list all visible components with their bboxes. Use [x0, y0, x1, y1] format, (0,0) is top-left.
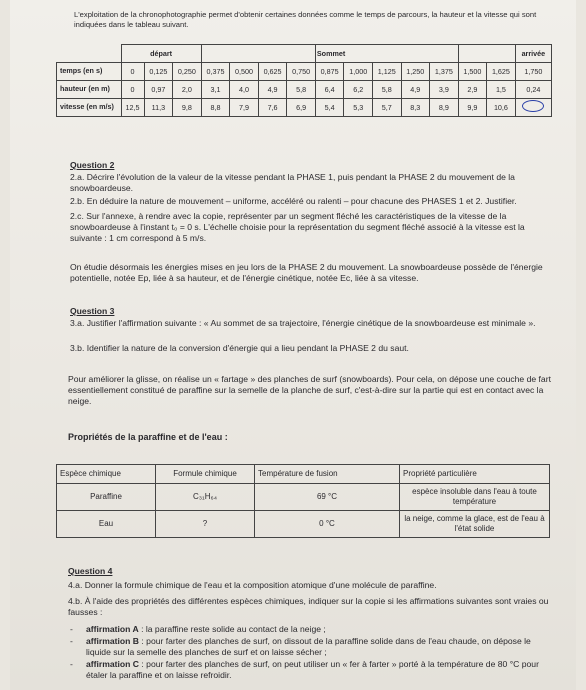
table-cell: 3,9: [430, 80, 459, 98]
table-cell: 8,9: [430, 98, 459, 116]
table-cell: ?: [156, 511, 255, 538]
question-2a: 2.a. Décrire l'évolution de la valeur de la vitesse pendant la PHASE 1, puis pendant la PHASE 2 du mouvement de la snowboardeuse.: [70, 172, 515, 193]
table-cell: 0,750: [287, 62, 316, 80]
hand-drawn-oval: [522, 100, 544, 112]
table-row: [57, 465, 550, 484]
motion-data-table: [56, 44, 552, 117]
table-cell: 8,8: [201, 98, 230, 116]
document-page: [10, 0, 576, 690]
table-cell: 6,2: [344, 80, 373, 98]
list-item: - affirmation C : pour farter des planches de surf, on peut utiliser un « fer à farter » porté à la température de 80 °C pour étaler la paraffine et on laisse refroidir.: [76, 659, 552, 681]
table-cell: 4,9: [401, 80, 430, 98]
question-4a: 4.a. Donner la formule chimique de l'eau et la composition atomique d'une molécule de paraffine.: [68, 580, 437, 590]
question-3-title: Question 3: [70, 306, 115, 316]
table-cell: 5,4: [315, 98, 344, 116]
table-row: [57, 98, 552, 116]
table-cell: Paraffine: [57, 484, 156, 511]
table-cell: 0,625: [258, 62, 287, 80]
properties-title: Propriétés de la paraffine et de l'eau :: [68, 432, 228, 442]
table-cell: 5,7: [372, 98, 401, 116]
table-cell: 0,500: [230, 62, 259, 80]
question-4-title: Question 4: [68, 566, 113, 576]
table-cell: 5,8: [372, 80, 401, 98]
table-cell: 11,3: [144, 98, 173, 116]
table-cell: 0,97: [144, 80, 173, 98]
question-3b: 3.b. Identifier la nature de la conversion d'énergie qui a lieu pendant la PHASE 2 du saut.: [70, 343, 409, 353]
energy-paragraph: On étudie désormais les énergies mises en jeu lors de la PHASE 2 du mouvement. La snowboardeuse possède de l'énergie potentielle, notée Ep, liée à sa hauteur, et de l'énergie cinétique, notée Ec, liée à sa vitesse.: [70, 262, 543, 283]
table-row: [57, 62, 552, 80]
affirmations-list: [76, 624, 552, 682]
question-4b: 4.b. À l'aide des propriétés des différentes espèces chimiques, indiquer sur la copie si les affirmations suivantes sont vraies ou fausses :: [68, 596, 549, 617]
table-cell: 10,6: [487, 98, 516, 116]
table-cell: 0,875: [315, 62, 344, 80]
table-cell: la neige, comme la glace, est de l'eau à l'état solide: [400, 511, 550, 538]
table-cell: 0: [121, 62, 144, 80]
table-row: [57, 45, 552, 63]
answer-oval-cell: [515, 98, 551, 116]
arrivee-label: arrivée: [515, 45, 551, 63]
question-2c: 2.c. Sur l'annexe, à rendre avec la copie, représenter par un segment fléché les caractéristiques de la vitesse de la snowboardeuse à l'instant t₀ = 0 s. L'échelle choisie pour la représentation du segment fléché associé à la vitesse est la suivante : 1 cm correspond à 5 m/s.: [70, 211, 525, 243]
table-cell: 9,9: [458, 98, 487, 116]
row-header-hauteur: hauteur (en m): [57, 80, 122, 98]
table-cell: 69 °C: [255, 484, 400, 511]
table-cell: 0,24: [515, 80, 551, 98]
table-cell: 4,9: [258, 80, 287, 98]
table-cell: 1,375: [430, 62, 459, 80]
depart-label: départ: [121, 45, 201, 63]
table-row: [57, 80, 552, 98]
question-2-title: Question 2: [70, 160, 115, 170]
table-cell: 8,3: [401, 98, 430, 116]
table-cell: 0,125: [144, 62, 173, 80]
table-cell: 9,8: [173, 98, 202, 116]
table-row: [57, 511, 550, 538]
table-cell: 1,125: [372, 62, 401, 80]
table-cell: 7,6: [258, 98, 287, 116]
table-cell: 1,500: [458, 62, 487, 80]
table-cell: 3,1: [201, 80, 230, 98]
table-cell: 0: [121, 80, 144, 98]
row-header-vitesse: vitesse (en m/s): [57, 98, 122, 116]
table-cell: 0 °C: [255, 511, 400, 538]
column-header: Espèce chimique: [57, 465, 156, 484]
table-cell: C₃₁H₆₄: [156, 484, 255, 511]
table-cell: 0,375: [201, 62, 230, 80]
table-cell: 6,4: [315, 80, 344, 98]
table-cell: 1,250: [401, 62, 430, 80]
table-cell: 1,625: [487, 62, 516, 80]
column-header: Température de fusion: [255, 465, 400, 484]
table-cell: 2,9: [458, 80, 487, 98]
question-2b: 2.b. En déduire la nature de mouvement – uniforme, accéléré ou ralenti – pour chacune des PHASES 1 et 2. Justifier.: [70, 196, 517, 206]
table-cell: Eau: [57, 511, 156, 538]
fartage-paragraph: Pour améliorer la glisse, on réalise un « fartage » des planches de surf (snowboards). Pour cela, on dépose une couche de fart essentiellement constitué de paraffine sur la semelle de la planche de surf, c'est-à-dire sur la partie qui est en contact avec la neige.: [68, 374, 551, 406]
table-cell: 2,0: [173, 80, 202, 98]
table-cell: espèce insoluble dans l'eau à toute température: [400, 484, 550, 511]
table-cell: 5,3: [344, 98, 373, 116]
table-cell: 1,750: [515, 62, 551, 80]
column-header: Formule chimique: [156, 465, 255, 484]
intro-text: L'exploitation de la chronophotographie permet d'obtenir certaines données comme le temps de parcours, la hauteur et la vitesse qui sont indiquées dans le tableau suivant.: [74, 10, 537, 29]
table-cell: 12,5: [121, 98, 144, 116]
table-cell: 1,5: [487, 80, 516, 98]
table-row: [57, 484, 550, 511]
table-cell: 1,000: [344, 62, 373, 80]
list-item: - affirmation B : pour farter des planches de surf, on dissout de la paraffine solide dans de l'eau chaude, on dépose le liquide sur la semelle des planches de surf et on laisse sécher ;: [76, 636, 552, 658]
list-item: - affirmation A : la paraffine reste solide au contact de la neige ;: [76, 624, 552, 635]
properties-table: [56, 464, 550, 538]
row-header-temps: temps (en s): [57, 62, 122, 80]
table-cell: 4,0: [230, 80, 259, 98]
table-cell: 6,9: [287, 98, 316, 116]
table-cell: 7,9: [230, 98, 259, 116]
table-cell: 5,8: [287, 80, 316, 98]
sommet-label: Sommet: [315, 45, 458, 63]
question-3a: 3.a. Justifier l'affirmation suivante : « Au sommet de sa trajectoire, l'énergie cinétique de la snowboardeuse est minimale ».: [70, 318, 536, 328]
column-header: Propriété particulière: [400, 465, 550, 484]
table-cell: 0,250: [173, 62, 202, 80]
